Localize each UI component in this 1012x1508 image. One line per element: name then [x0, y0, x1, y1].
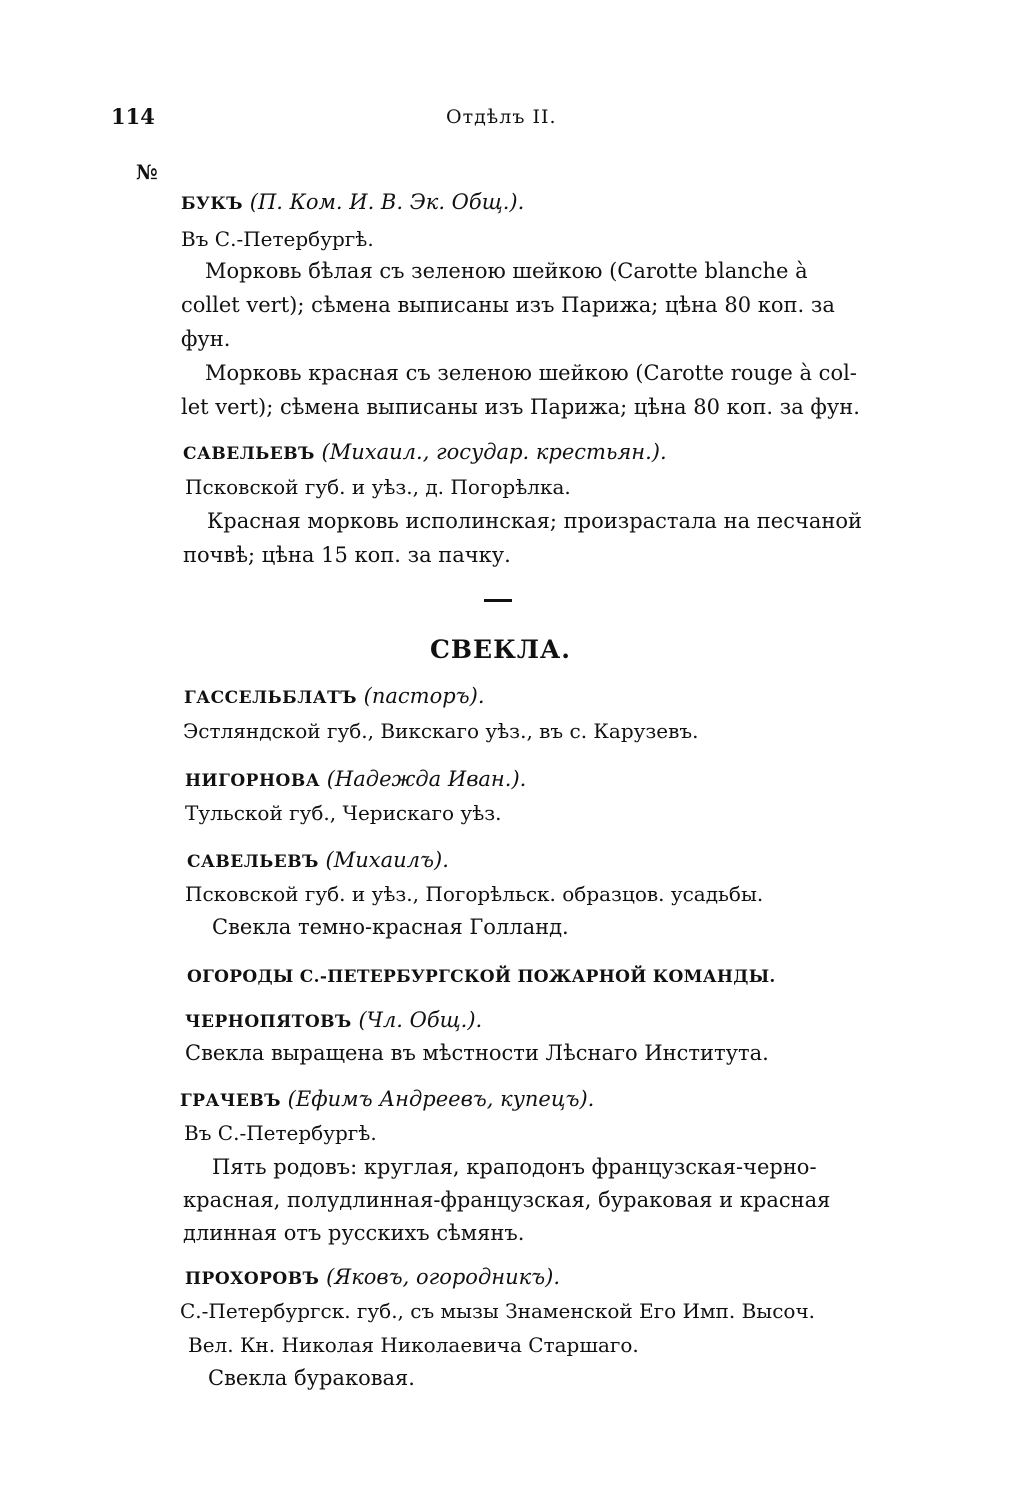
entry-name: БУКЪ: [181, 194, 244, 214]
entry-body-line: красная, полудлинная-французская, бураковая и красная: [183, 1188, 831, 1212]
entry-body-line: Морковь красная съ зеленою шейкою (Carotte rouge à col-: [205, 361, 857, 385]
entry-parenthetical: (Яковъ, огородникъ).: [326, 1265, 561, 1289]
entry-name: САВЕЛЬЕВЪ: [183, 444, 315, 464]
entry-parenthetical: (Михаил., государ. крестьян.).: [321, 440, 667, 464]
entry-place: Псковской губ. и уѣз., д. Погорѣлка.: [185, 475, 571, 499]
entry-name: ОГОРОДЫ С.-ПЕТЕРБУРГСКОЙ ПОЖАРНОЙ КОМАНДЫ.: [187, 967, 776, 987]
entry-name: ЧЕРНОПЯТОВЪ: [185, 1012, 352, 1032]
entry-heading: [183, 440, 667, 464]
entry-place: С.-Петербургск. губ., съ мызы Знаменской Его Имп. Высоч.: [180, 1299, 816, 1323]
entry-body-line: Свекла темно-красная Голланд.: [212, 915, 569, 939]
section-heading: СВЕКЛА.: [430, 635, 571, 664]
entry-heading: [181, 190, 524, 214]
entry-body-line: Пять родовъ: круглая, краподонъ французская-черно-: [212, 1155, 817, 1179]
entry-heading: [180, 1087, 594, 1111]
entry-body-line: длинная отъ русскихъ сѣмянъ.: [183, 1221, 525, 1245]
entry-place: Вел. Кн. Николая Николаевича Старшаго.: [188, 1333, 639, 1357]
entry-body-line: Морковь бѣлая съ зеленою шейкою (Carotte blanche à: [205, 259, 808, 283]
entry-heading: [185, 1265, 560, 1289]
entry-name: ГАССЕЛЬБЛАТЪ: [184, 688, 357, 708]
entry-heading: [185, 1008, 482, 1032]
entry-parenthetical: (Ефимъ Андреевъ, купецъ).: [287, 1087, 595, 1111]
entry-parenthetical: (Надежда Иван.).: [326, 767, 527, 791]
running-head: Отдѣлъ II.: [446, 106, 557, 128]
entry-place: Въ С.-Петербургѣ.: [181, 227, 374, 251]
entry-heading: [185, 767, 526, 791]
entry-name: ПРОХОРОВЪ: [185, 1269, 320, 1289]
entry-heading: [187, 848, 449, 872]
entry-name: ГРАЧЕВЪ: [180, 1091, 281, 1111]
section-divider: [484, 599, 512, 602]
entry-place: Псковской губ. и уѣз., Погорѣльск. образцов. усадьбы.: [185, 882, 764, 906]
page-number: 114: [111, 104, 155, 129]
entry-body-line: collet vert); сѣмена выписаны изъ Парижа; цѣна 80 коп. за: [181, 293, 835, 317]
entry-parenthetical: (П. Ком. И. В. Эк. Общ.).: [249, 190, 525, 214]
entry-place: Въ С.-Петербургѣ.: [184, 1121, 377, 1145]
number-sign: №: [136, 160, 158, 184]
entry-body-line: фун.: [181, 327, 231, 351]
entry-heading: [187, 963, 776, 987]
entry-body-line: Свекла бураковая.: [208, 1366, 415, 1390]
entry-heading: [184, 684, 485, 708]
entry-name: САВЕЛЬЕВЪ: [187, 852, 319, 872]
entry-place: Тульской губ., Черискаго уѣз.: [185, 801, 502, 825]
entry-place: Эстляндской губ., Викскаго уѣз., въ с. Карузевъ.: [183, 719, 699, 743]
entry-body-line: почвѣ; цѣна 15 коп. за пачку.: [183, 543, 511, 567]
entry-body-line: let vert); сѣмена выписаны изъ Парижа; цѣна 80 коп. за фун.: [181, 395, 860, 419]
entry-parenthetical: (пасторъ).: [363, 684, 485, 708]
entry-body-line: Красная морковь исполинская; произрастала на песчаной: [207, 509, 863, 533]
entry-parenthetical: (Михаилъ).: [325, 848, 449, 872]
entry-parenthetical: (Чл. Общ.).: [358, 1008, 483, 1032]
entry-name: НИГОРНОВА: [185, 771, 321, 791]
entry-body-line: Свекла выращена въ мѣстности Лѣснаго Института.: [185, 1041, 769, 1065]
